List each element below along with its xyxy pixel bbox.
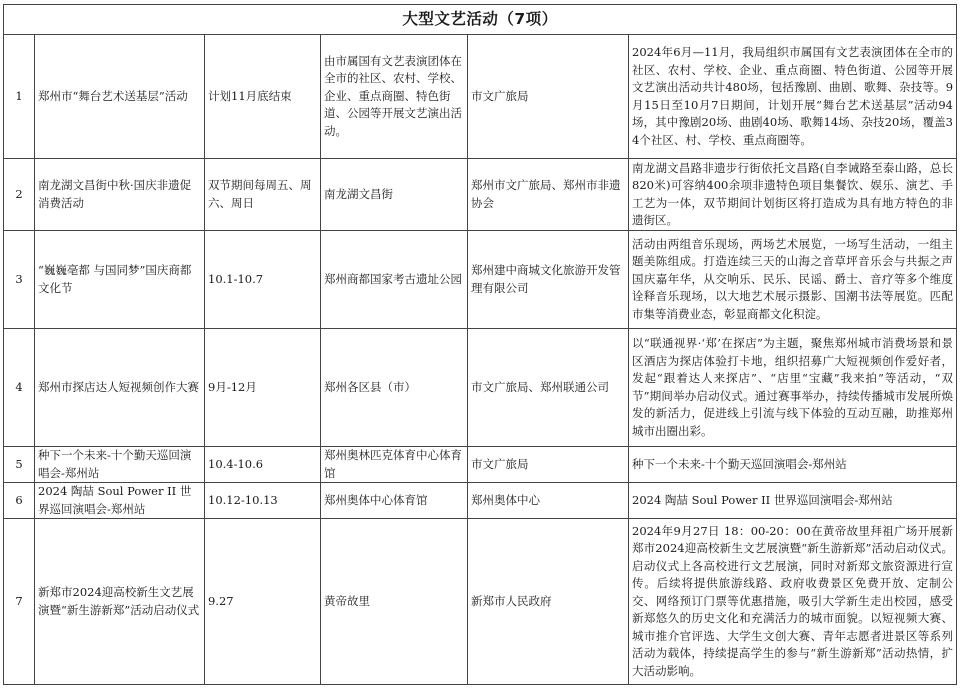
activity-description: 以“联通视界·‘郑’在探店”为主题，聚焦郑州城市消费场景和景区酒店为探店体验打卡地，组织招募广大短视频创作爱好者，发起“跟着达人来探店”、“店里“宝藏”我来拍”等活动，“双节”期间举办启动仪式。通过赛事举办，持续传播城市发展所焕发的新活力，促进线上引流与线下体验的互动互融，助推郑州城市出圈出彩。 — [629, 329, 957, 447]
activity-name: 新郑市2024迎高校新生文艺展演暨“新生游新郑”活动启动仪式 — [35, 519, 205, 685]
activity-time: 9月-12月 — [205, 329, 321, 447]
row-number: 1 — [4, 35, 35, 159]
activity-location: 黄帝故里 — [321, 519, 468, 685]
activity-name: 种下一个未来-十个勤天巡回演唱会-郑州站 — [35, 447, 205, 483]
activity-organizer: 郑州建中商城文化旅游开发管理有限公司 — [468, 231, 629, 329]
activity-name: 南龙湖文昌街中秋·国庆非遗促消费活动 — [35, 159, 205, 231]
row-number: 7 — [4, 519, 35, 685]
activity-description: 南龙湖文昌路非遗步行街依托文昌路(自李诫路至泰山路，总长820米)可容纳400余项非遗特色项目集餐饮、娱乐、演艺、手工艺为一体，双节期间计划街区将打造成为具有地方特色的非遗街区。 — [629, 159, 957, 231]
activity-name: 2024 陶喆 Soul Power II 世界巡回演唱会-郑州站 — [35, 483, 205, 519]
activity-name: 郑州市“舞台艺术送基层”活动 — [35, 35, 205, 159]
activity-organizer: 市文广旅局 — [468, 35, 629, 159]
activity-location: 南龙湖文昌街 — [321, 159, 468, 231]
activity-time: 双节期间每周五、周六、周日 — [205, 159, 321, 231]
activity-time: 10.4-10.6 — [205, 447, 321, 483]
table-row — [4, 447, 957, 483]
activity-organizer: 郑州市文广旅局、郑州市非遗协会 — [468, 159, 629, 231]
activity-organizer: 郑州奥体中心 — [468, 483, 629, 519]
activity-organizer: 市文广旅局、郑州联通公司 — [468, 329, 629, 447]
activity-name: 郑州市探店达人短视频创作大赛 — [35, 329, 205, 447]
activities-table — [3, 4, 957, 685]
table-row — [4, 483, 957, 519]
activity-time: 计划11月底结束 — [205, 35, 321, 159]
activity-description: 2024 陶喆 Soul Power II 世界巡回演唱会-郑州站 — [629, 483, 957, 519]
activity-location: 郑州奥体中心体育馆 — [321, 483, 468, 519]
activity-location: 郑州各区县（市） — [321, 329, 468, 447]
table-row — [4, 231, 957, 329]
row-number: 4 — [4, 329, 35, 447]
activity-location: 郑州商都国家考古遗址公园 — [321, 231, 468, 329]
activity-description: 2024年6月—11月，我局组织市属国有文艺表演团体在全市的社区、农村、学校、企业、重点商圈、特色街道、公园等开展文艺演出活动共计480场，包括豫剧、曲剧、歌舞、杂技等。9月15日至10月7日期间，计划开展“舞台艺术送基层”活动94场，其中豫剧20场、曲剧40场、歌舞14场、杂技20场，覆盖34个社区、村、学校、重点商圈等。 — [629, 35, 957, 159]
activity-time: 9.27 — [205, 519, 321, 685]
activity-description: 2024年9月27日 18：00-20：00在黄帝故里拜祖广场开展新郑市2024迎高校新生文艺展演暨“新生游新郑”活动启动仪式。启动仪式上各高校进行文艺展演，同时对新郑文旅资源进行宣传。后续将提供旅游线路、政府收费景区免费开放、定制公交、网络预订门票等优惠措施，吸引大学新生走出校园，感受新郑悠久的历史文化和充满活力的城市面貌。以短视频大赛、城市推介官评选、大学生文创大赛、青年志愿者进景区等系列活动为载体，持续提高学生的参与“新生游新郑”活动热情，扩大活动影响。 — [629, 519, 957, 685]
row-number: 5 — [4, 447, 35, 483]
activity-description: 活动由两组音乐现场，两场艺术展览，一场写生活动，一组主题美陈组成。打造连续三天的山海之音草坪音乐会与共振之声国庆嘉年华，从交响乐、民乐、民谣、爵士、音疗等多个维度诠释音乐现场，以大地艺术展示摄影、国潮书法等展览。匹配市集等消费业态，彰显商都文化积淀。 — [629, 231, 957, 329]
row-number: 2 — [4, 159, 35, 231]
activity-name: “巍巍亳都 与国同梦”国庆商都文化节 — [35, 231, 205, 329]
activity-location: 郑州奥林匹克体育中心体育馆 — [321, 447, 468, 483]
row-number: 3 — [4, 231, 35, 329]
activity-location: 由市属国有文艺表演团体在全市的社区、农村、学校、企业、重点商圈、特色街道、公园等开展文艺演出活动。 — [321, 35, 468, 159]
activity-organizer: 新郑市人民政府 — [468, 519, 629, 685]
table-row — [4, 519, 957, 685]
activity-organizer: 市文广旅局 — [468, 447, 629, 483]
title-row — [4, 5, 957, 35]
table-row — [4, 159, 957, 231]
table-row — [4, 329, 957, 447]
table-title: 大型文艺活动（7项） — [4, 5, 957, 35]
activity-description: 种下一个未来-十个勤天巡回演唱会-郑州站 — [629, 447, 957, 483]
row-number: 6 — [4, 483, 35, 519]
table-row — [4, 35, 957, 159]
activity-time: 10.1-10.7 — [205, 231, 321, 329]
activity-time: 10.12-10.13 — [205, 483, 321, 519]
